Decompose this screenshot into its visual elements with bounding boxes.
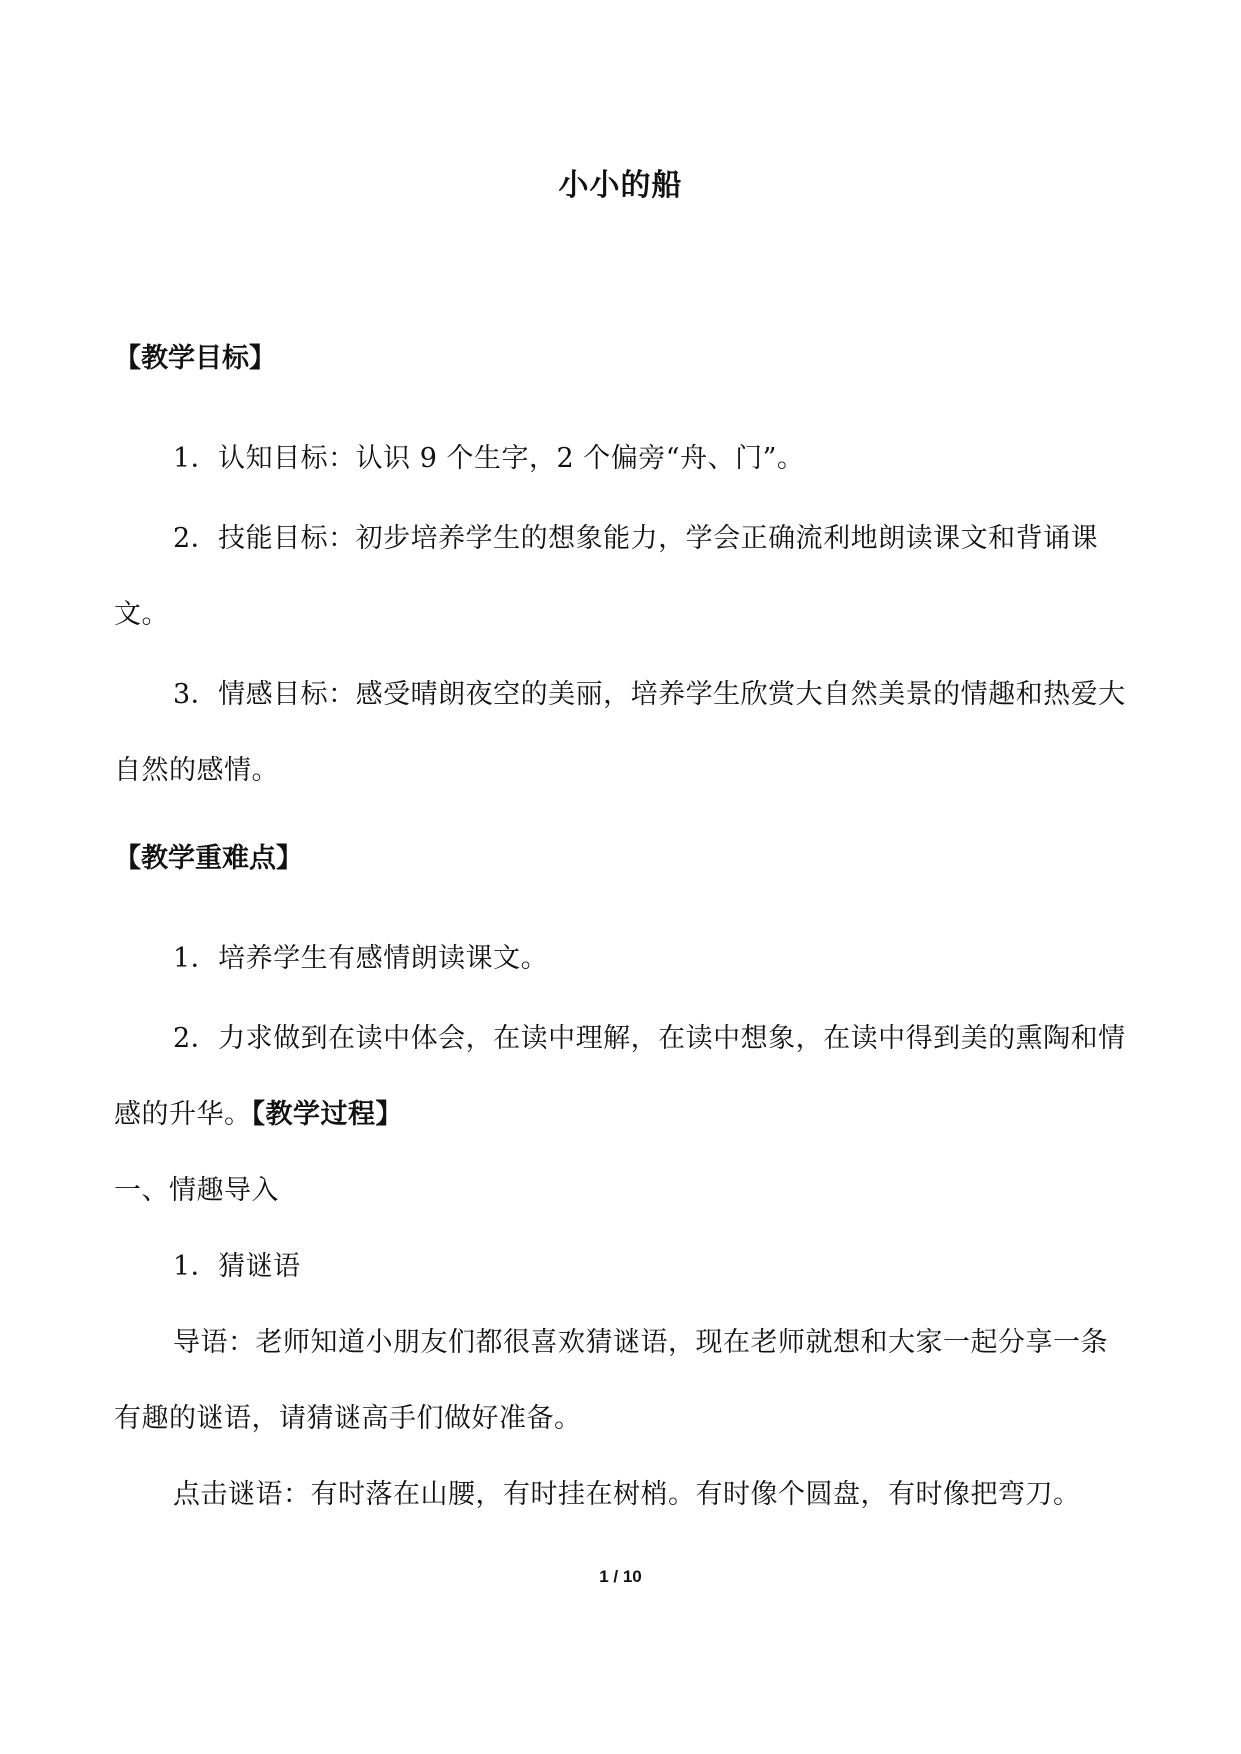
key-point-item-1: 1．培养学生有感情朗读课文。 <box>173 943 549 974</box>
process-sub-1: 1．猜谜语 <box>173 1251 301 1282</box>
page-title: 小小的船 <box>558 168 683 203</box>
section-heading-process: 【教学过程】 <box>251 1099 403 1130</box>
key-point-item-2 <box>114 1001 1134 1153</box>
section-heading-key-points: 【教学重难点】 <box>114 843 303 874</box>
riddle-paragraph: 点击谜语：有时落在山腰，有时挂在树梢。有时像个圆盘，有时像把弯刀。 <box>173 1479 1081 1510</box>
page-number: 1 / 10 <box>599 1567 642 1586</box>
section-heading-goals: 【教学目标】 <box>114 343 276 374</box>
key-point-item-2-text: 2．力求做到在读中体会，在读中理解，在读中想象，在读中得到美的熏陶和情感的升华。 <box>114 1023 1126 1130</box>
intro-paragraph: 导语：老师知道小朋友们都很喜欢猜谜语，现在老师就想和大家一起分享一条有趣的谜语，请猜谜高手们做好准备。 <box>114 1327 1108 1434</box>
goal-item-3: 3．情感目标：感受晴朗夜空的美丽，培养学生欣赏大自然美景的情趣和热爱大自然的感情。 <box>114 679 1126 786</box>
process-step-1: 一、情趣导入 <box>114 1175 279 1206</box>
goal-item-2: 2．技能目标：初步培养学生的想象能力，学会正确流利地朗读课文和背诵课文。 <box>114 523 1099 630</box>
document-body <box>114 335 1134 1533</box>
goal-item-1: 1．认知目标：认识 9 个生字，2 个偏旁“舟、门”。 <box>173 443 805 474</box>
